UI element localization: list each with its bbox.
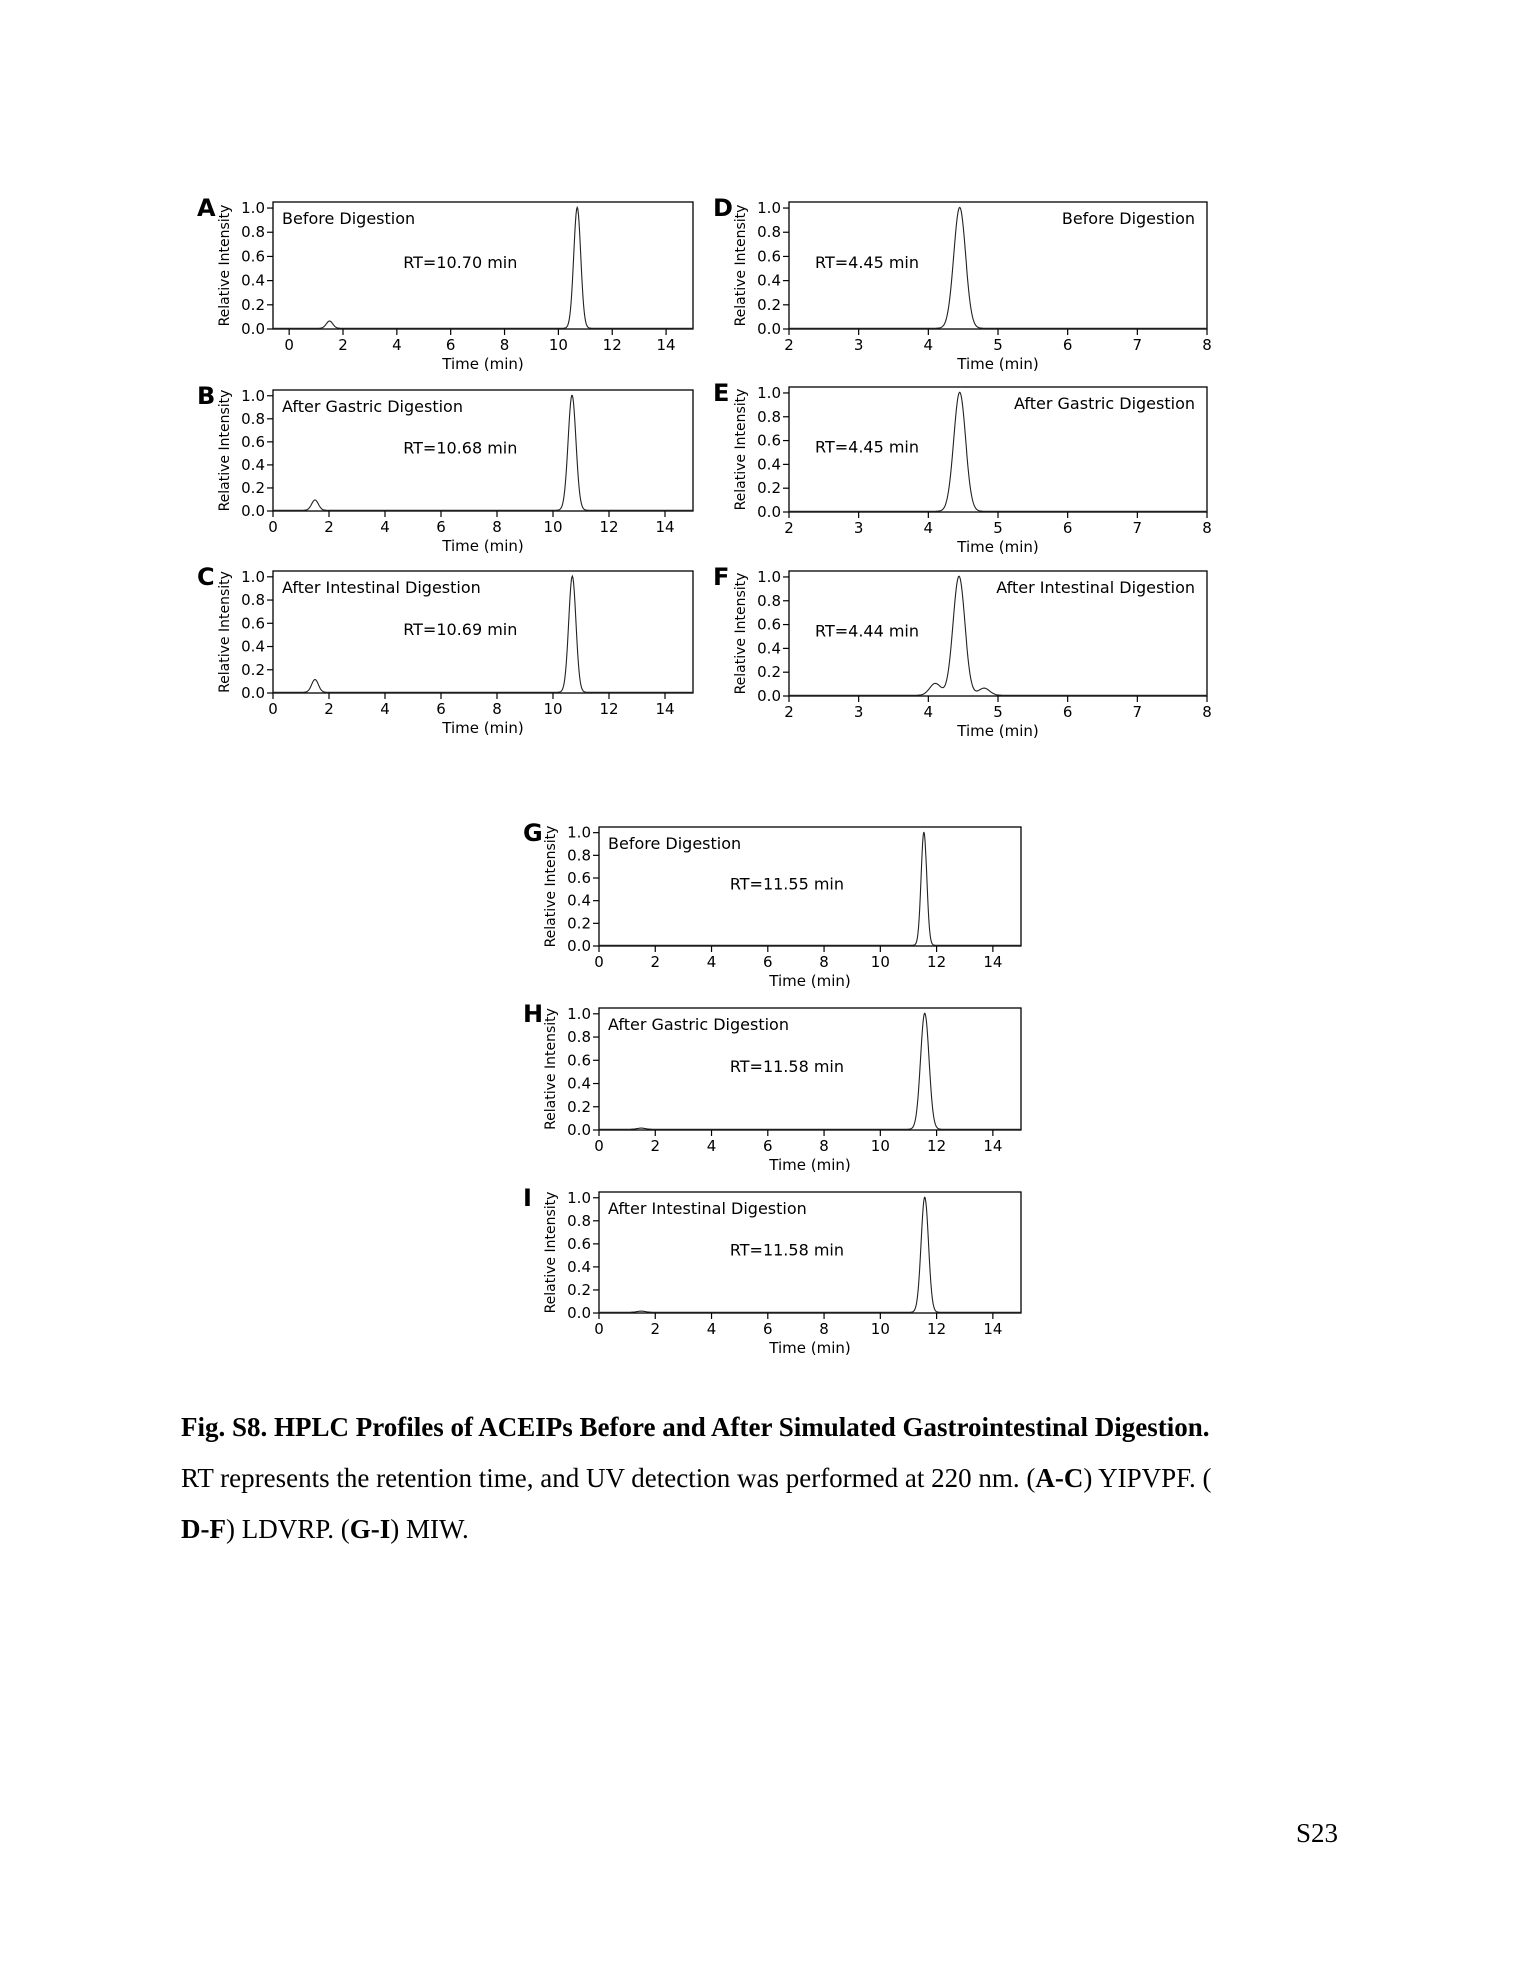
x-tick-label: 0	[594, 1320, 604, 1338]
y-tick-label: 0.0	[757, 687, 781, 705]
x-tick-label: 7	[1132, 336, 1143, 354]
panel-label-g: G	[523, 819, 543, 847]
page-number: S23	[1296, 1818, 1339, 1848]
y-tick-label: 0.0	[241, 684, 265, 702]
x-tick-label: 10	[870, 1320, 890, 1338]
chart-panel-c	[197, 563, 693, 737]
x-tick-label: 3	[853, 519, 864, 537]
y-axis-label: Relative Intensity	[543, 1008, 559, 1130]
x-axis-label: Time (min)	[442, 537, 524, 555]
x-tick-label: 2	[650, 1137, 661, 1155]
figure-caption	[181, 1402, 1361, 1555]
chart-panel-g	[523, 819, 1021, 990]
x-tick-label: 10	[548, 336, 568, 354]
panel-label-d: D	[713, 194, 733, 222]
condition-label: After Intestinal Digestion	[608, 1199, 807, 1218]
x-axis-label: Time (min)	[957, 538, 1039, 556]
y-tick-label: 1.0	[567, 1188, 591, 1207]
y-axis-label: Relative Intensity	[733, 204, 749, 327]
x-tick-label: 7	[1132, 703, 1143, 721]
panel-label-i: I	[523, 1184, 532, 1212]
x-tick-label: 12	[927, 1320, 947, 1338]
x-axis-label: Time (min)	[769, 1156, 851, 1174]
x-tick-label: 2	[338, 336, 348, 354]
panel-label-c: C	[197, 563, 215, 591]
x-tick-label: 4	[392, 336, 402, 354]
retention-time-label: RT=4.45 min	[815, 253, 920, 273]
x-tick-label: 14	[655, 700, 675, 718]
x-tick-label: 2	[650, 953, 661, 971]
condition-label: After Intestinal Digestion	[282, 578, 481, 597]
y-tick-label: 0.2	[757, 479, 781, 498]
chart-panel-a	[197, 194, 693, 373]
x-tick-label: 2	[650, 1320, 661, 1338]
y-axis-label: Relative Intensity	[733, 388, 749, 511]
x-tick-label: 12	[599, 518, 619, 536]
x-tick-label: 12	[927, 1137, 947, 1155]
chart-panel-f	[713, 563, 1212, 740]
x-tick-label: 6	[436, 700, 446, 718]
x-tick-label: 8	[1202, 336, 1212, 354]
x-tick-label: 2	[324, 700, 334, 718]
x-axis-label: Time (min)	[769, 972, 851, 990]
x-tick-label: 4	[706, 1137, 717, 1155]
retention-time-label: RT=11.55 min	[729, 874, 845, 894]
caption-title: Fig. S8. HPLC Profiles of ACEIPs Before and After Simulated Gastrointestinal Digestion.	[181, 1412, 1210, 1442]
x-tick-label: 14	[983, 1137, 1003, 1155]
y-tick-label: 0.2	[241, 660, 265, 679]
x-axis-label: Time (min)	[442, 719, 524, 737]
x-tick-label: 4	[380, 700, 390, 718]
x-tick-label: 6	[763, 953, 773, 971]
chart-panel-d	[713, 194, 1212, 373]
y-tick-label: 1.0	[241, 386, 265, 405]
x-tick-label: 8	[1202, 519, 1212, 537]
y-tick-label: 0.6	[241, 247, 265, 266]
condition-label: After Intestinal Digestion	[996, 578, 1195, 597]
y-tick-label: 0.4	[757, 455, 781, 474]
x-tick-label: 12	[599, 700, 619, 718]
x-tick-label: 4	[706, 1320, 717, 1338]
y-tick-label: 0.2	[757, 663, 781, 682]
x-tick-label: 14	[656, 336, 676, 354]
condition-label: After Gastric Digestion	[1014, 394, 1195, 413]
x-tick-label: 8	[492, 518, 502, 536]
condition-label: After Gastric Digestion	[608, 1015, 789, 1034]
y-tick-label: 0.6	[567, 1234, 591, 1253]
retention-time-label: RT=4.44 min	[815, 621, 920, 641]
y-tick-label: 0.8	[567, 1028, 591, 1047]
y-axis-label: Relative Intensity	[543, 1191, 559, 1314]
panel-label-e: E	[713, 379, 730, 407]
x-tick-label: 6	[763, 1137, 773, 1155]
x-tick-label: 6	[436, 518, 446, 536]
y-tick-label: 0.0	[567, 1121, 591, 1139]
x-axis-label: Time (min)	[957, 355, 1039, 373]
x-tick-label: 3	[853, 703, 864, 721]
chart-panel-e	[713, 379, 1212, 556]
x-tick-label: 2	[784, 336, 794, 354]
chart-panel-i	[523, 1184, 1021, 1357]
y-tick-label: 1.0	[241, 199, 265, 218]
y-tick-label: 1.0	[567, 823, 591, 842]
condition-label: Before Digestion	[1061, 209, 1195, 228]
y-tick-label: 0.2	[241, 295, 265, 314]
condition-label: Before Digestion	[282, 209, 416, 228]
y-axis-label: Relative Intensity	[543, 825, 559, 948]
y-tick-label: 0.4	[241, 455, 265, 474]
x-tick-label: 4	[923, 519, 934, 537]
chart-panel-b	[197, 382, 693, 555]
x-tick-label: 0	[268, 518, 278, 536]
y-tick-label: 0.8	[567, 846, 591, 865]
y-axis-label: Relative Intensity	[217, 389, 233, 512]
retention-time-label: RT=10.68 min	[403, 438, 518, 458]
caption-ref-g-i: G-I	[349, 1514, 391, 1544]
caption-ref-d-f: D-F	[181, 1514, 226, 1544]
x-tick-label: 12	[602, 336, 622, 354]
x-axis-label: Time (min)	[957, 722, 1039, 740]
x-tick-label: 6	[763, 1320, 773, 1338]
x-tick-label: 4	[923, 336, 934, 354]
condition-label: After Gastric Digestion	[282, 397, 463, 416]
y-tick-label: 1.0	[757, 383, 781, 402]
x-tick-label: 10	[543, 700, 563, 718]
x-tick-label: 10	[543, 518, 563, 536]
panel-label-a: A	[197, 194, 216, 222]
x-tick-label: 5	[993, 703, 1003, 721]
y-tick-label: 0.2	[567, 1097, 591, 1116]
x-tick-label: 12	[927, 953, 947, 971]
y-tick-label: 0.6	[241, 432, 265, 451]
y-tick-label: 0.6	[241, 614, 265, 633]
y-tick-label: 0.0	[567, 1304, 591, 1322]
y-axis-label: Relative Intensity	[217, 204, 233, 327]
x-tick-label: 3	[853, 336, 864, 354]
x-tick-label: 14	[655, 518, 675, 536]
y-tick-label: 0.0	[241, 320, 265, 338]
y-tick-label: 0.8	[241, 223, 265, 242]
x-tick-label: 2	[784, 703, 794, 721]
y-tick-label: 0.2	[567, 1280, 591, 1299]
x-tick-label: 5	[993, 336, 1003, 354]
panel-label-f: F	[713, 563, 730, 591]
y-tick-label: 0.0	[757, 503, 781, 521]
y-tick-label: 0.8	[757, 407, 781, 426]
y-tick-label: 0.8	[567, 1211, 591, 1230]
x-tick-label: 10	[870, 1137, 890, 1155]
y-tick-label: 0.6	[757, 247, 781, 266]
x-tick-label: 4	[706, 953, 717, 971]
x-tick-label: 0	[594, 1137, 604, 1155]
y-tick-label: 0.4	[757, 271, 781, 290]
condition-label: Before Digestion	[608, 834, 742, 853]
y-tick-label: 0.4	[757, 639, 781, 658]
y-tick-label: 1.0	[241, 567, 265, 586]
x-tick-label: 6	[1062, 519, 1073, 537]
x-tick-label: 8	[499, 336, 510, 354]
y-tick-label: 0.2	[567, 914, 591, 933]
x-tick-label: 4	[923, 703, 934, 721]
x-tick-label: 7	[1132, 519, 1143, 537]
x-tick-label: 8	[819, 1137, 829, 1155]
retention-time-label: RT=11.58 min	[729, 1240, 845, 1260]
y-axis-label: Relative Intensity	[733, 572, 749, 695]
y-tick-label: 0.4	[567, 1257, 591, 1276]
x-tick-label: 14	[983, 953, 1003, 971]
y-tick-label: 0.4	[241, 637, 265, 656]
x-tick-label: 14	[983, 1320, 1003, 1338]
y-tick-label: 0.4	[241, 271, 265, 290]
x-tick-label: 8	[1202, 703, 1212, 721]
y-tick-label: 0.8	[757, 591, 781, 610]
y-tick-label: 0.4	[567, 1074, 591, 1093]
chart-panel-h	[523, 1000, 1021, 1174]
retention-time-label: RT=10.69 min	[403, 619, 518, 639]
x-tick-label: 6	[1062, 703, 1073, 721]
y-tick-label: 0.0	[241, 502, 265, 520]
caption-body: RT represents the retention time, and UV detection was performed at 220 nm. (A-C) YIPVPF. ( D-F) LDVRP. (G-I) MIW.	[181, 1463, 1212, 1544]
retention-time-label: RT=4.45 min	[815, 437, 920, 457]
y-tick-label: 0.6	[757, 431, 781, 450]
y-tick-label: 0.8	[241, 591, 265, 610]
x-tick-label: 8	[819, 1320, 829, 1338]
y-tick-label: 0.2	[757, 295, 781, 314]
x-tick-label: 0	[268, 700, 278, 718]
y-tick-label: 0.2	[241, 478, 265, 497]
retention-time-label: RT=11.58 min	[729, 1056, 845, 1076]
x-tick-label: 10	[870, 953, 890, 971]
x-tick-label: 0	[284, 336, 294, 354]
y-tick-label: 1.0	[757, 199, 781, 218]
y-tick-label: 0.6	[757, 615, 781, 634]
y-tick-label: 1.0	[757, 567, 781, 586]
y-tick-label: 0.0	[567, 937, 591, 955]
x-tick-label: 8	[819, 953, 829, 971]
x-tick-label: 2	[784, 519, 794, 537]
x-tick-label: 5	[993, 519, 1003, 537]
y-tick-label: 0.6	[567, 1051, 591, 1070]
x-axis-label: Time (min)	[769, 1339, 851, 1357]
x-axis-label: Time (min)	[442, 355, 524, 373]
x-tick-label: 8	[492, 700, 502, 718]
x-tick-label: 6	[1062, 336, 1073, 354]
x-tick-label: 6	[445, 336, 456, 354]
y-tick-label: 0.8	[757, 223, 781, 242]
y-tick-label: 0.6	[567, 869, 591, 887]
x-tick-label: 4	[380, 518, 390, 536]
y-tick-label: 1.0	[567, 1004, 591, 1023]
retention-time-label: RT=10.70 min	[403, 253, 518, 273]
panel-label-b: B	[197, 382, 216, 410]
caption-ref-a-c: A-C	[1035, 1463, 1084, 1493]
x-tick-label: 2	[324, 518, 334, 536]
y-tick-label: 0.4	[567, 891, 591, 910]
y-tick-label: 0.8	[241, 409, 265, 428]
y-axis-label: Relative Intensity	[217, 571, 233, 693]
y-tick-label: 0.0	[757, 320, 781, 338]
panel-label-h: H	[523, 1000, 544, 1028]
x-tick-label: 0	[594, 953, 604, 971]
